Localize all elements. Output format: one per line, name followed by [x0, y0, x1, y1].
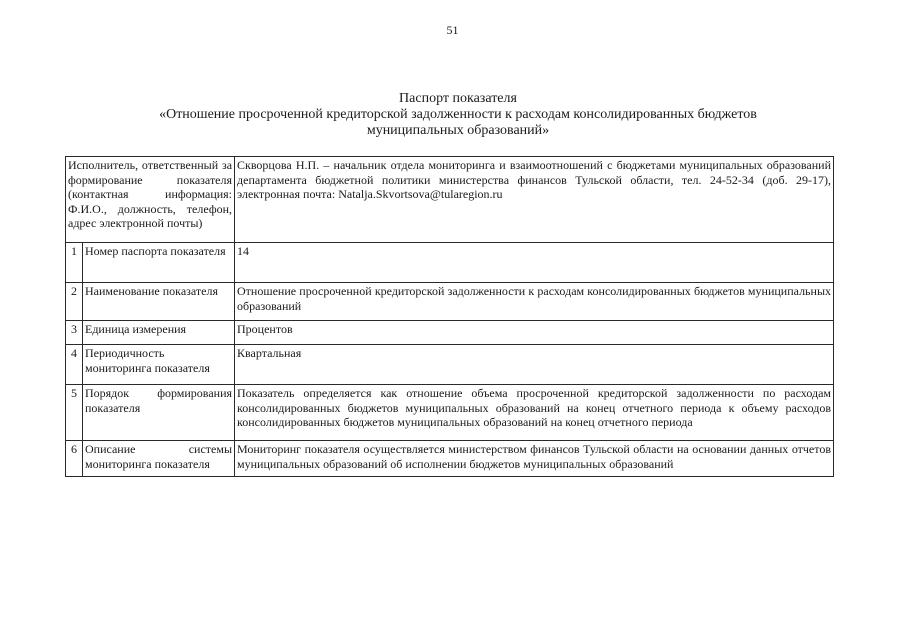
document-title — [100, 91, 816, 139]
row-value: Отношение просроченной кредиторской задолженности к расходам консолидированных бюджетов муниципальных образований — [235, 283, 834, 321]
indicator-passport-table — [65, 156, 834, 477]
row-value: Показатель определяется как отношение объема просроченной кредиторской задолженности по расходам консолидированных бюджетов муниципальных образований на конец отчетного периода к объему расходов консолидированных бюджетов муниципальных образований на конец отчетного периода — [235, 385, 834, 441]
title-line-2: «Отношение просроченной кредиторской задолженности к расходам консолидированных бюджетов — [159, 107, 757, 122]
row-number: 3 — [66, 321, 83, 345]
row-label: Порядок формирования показателя — [83, 385, 235, 441]
row-label: Описание системы мониторинга показателя — [83, 441, 235, 477]
table-row — [66, 441, 834, 477]
row-value: Квартальная — [235, 345, 834, 385]
row-label: Номер паспорта показателя — [83, 243, 235, 283]
row-label: Наименование показателя — [83, 283, 235, 321]
row-number: 5 — [66, 385, 83, 441]
row-number: 2 — [66, 283, 83, 321]
table-row — [66, 321, 834, 345]
title-line-1: Паспорт показателя — [399, 91, 517, 106]
table-row-responsible — [66, 157, 834, 243]
table-row — [66, 243, 834, 283]
page-number: 51 — [446, 23, 459, 37]
row-value: Процентов — [235, 321, 834, 345]
row-value: Мониторинг показателя осуществляется министерством финансов Тульской области на основании данных отчетов муниципальных образований об исполнении бюджетов муниципальных образований — [235, 441, 834, 477]
table-row — [66, 283, 834, 321]
table-row — [66, 345, 834, 385]
row-number: 4 — [66, 345, 83, 385]
row-label: Единица измерения — [83, 321, 235, 345]
responsible-label: Исполнитель, ответственный за формирование показателя (контактная информация: Ф.И.О., должность, телефон, адрес электронной почты) — [66, 157, 235, 243]
row-label: Периодичность мониторинга показателя — [83, 345, 235, 385]
row-number: 1 — [66, 243, 83, 283]
table-row — [66, 385, 834, 441]
row-value: 14 — [235, 243, 834, 283]
responsible-value: Скворцова Н.П. – начальник отдела мониторинга и взаимоотношений с бюджетами муниципальных образований департамента бюджетной политики министерства финансов Тульской области, тел. 24-52-34 (доб. 29-17), электронная почта: Natalja.Skvortsova@tularegion.ru — [235, 157, 834, 243]
row-number: 6 — [66, 441, 83, 477]
title-line-3: муниципальных образований» — [366, 123, 550, 138]
